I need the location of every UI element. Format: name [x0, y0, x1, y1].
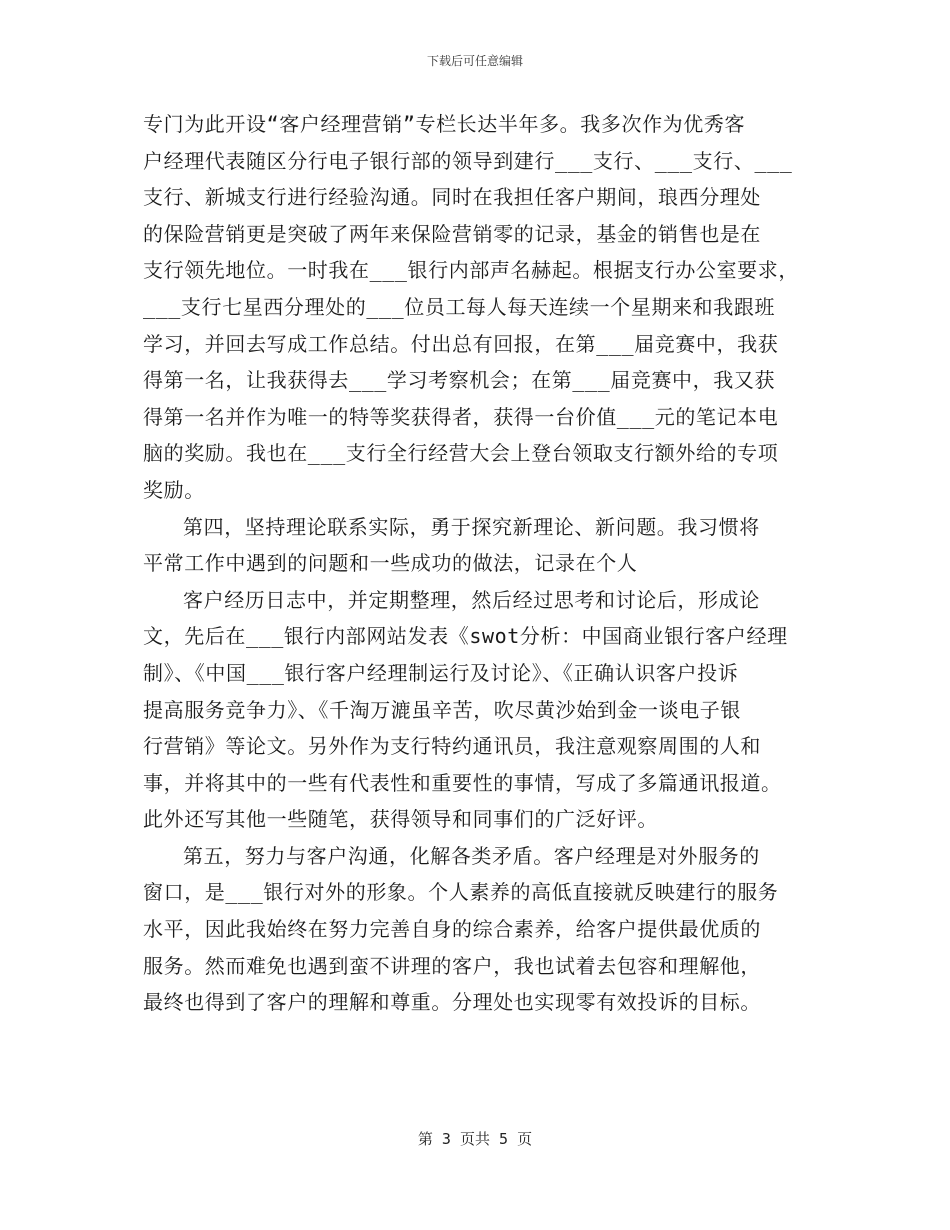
document-body	[143, 106, 813, 1021]
text-line: 奖励。	[143, 477, 205, 502]
page-header: 下载后可任意编辑	[426, 54, 523, 68]
text-line: 制》、《中国___银行客户经理制运行及讨论》、《正确认识客户投诉	[143, 660, 739, 685]
text-line: 最终也得到了客户的理解和尊重。分理处也实现零有效投诉的目标。	[143, 990, 761, 1015]
text-line: 水平，因此我始终在努力完善自身的综合素养，给客户提供最优质的	[143, 917, 761, 942]
text-line: 的保险营销更是突破了两年来保险营销零的记录，基金的销售也是在	[143, 221, 761, 246]
text-line: 户经理代表随区分行电子银行部的领导到建行___支行、___支行、___	[143, 148, 793, 173]
text-line: 事，并将其中的一些有代表性和重要性的事情，写成了多篇通讯报道。	[143, 770, 782, 795]
text-line: 平常工作中遇到的问题和一些成功的做法，记录在个人	[143, 551, 638, 576]
text-line: ___支行七星西分理处的___位员工每人每天连续一个星期来和我跟班	[143, 294, 776, 319]
paragraph-first-line: 客户经历日志中，并定期整理，然后经过思考和讨论后，形成论	[183, 587, 760, 612]
text-line: 支行领先地位。一时我在___银行内部声名赫起。根据支行办公室要求，	[143, 258, 799, 283]
text-line: 得第一名，让我获得去___学习考察机会；在第___届竞赛中，我又获	[143, 368, 776, 393]
text-line: 专门为此开设“客户经理营销”专栏长达半年多。我多次作为优秀客	[143, 112, 746, 136]
text-line: 提高服务竞争力》、《千淘万漉虽辛苦，吹尽黄沙始到金一谈电子银	[143, 697, 741, 722]
paragraph-first-line: 第四，坚持理论联系实际，勇于探究新理论、新问题。我习惯将	[183, 514, 760, 539]
text-line: 得第一名并作为唯一的特等奖获得者，获得一台价值___元的笔记本电	[143, 404, 779, 429]
text-line: 学习，并回去写成工作总结。付出总有回报，在第___届竞赛中，我获	[143, 331, 779, 356]
text-line: 支行、新城支行进行经验沟通。同时在我担任客户期间，琅西分理处	[143, 185, 761, 210]
text-line: 脑的奖励。我也在___支行全行经营大会上登台领取支行额外给的专项	[143, 441, 779, 466]
text-line: 服务。然而难免也遇到蛮不讲理的客户，我也试着去包容和理解他，	[143, 953, 761, 978]
paragraph-first-line: 第五，努力与客户沟通，化解各类矛盾。客户经理是对外服务的	[183, 843, 760, 868]
page-number: 第 3 页共 5 页	[417, 1130, 533, 1148]
text-line: 行营销》等论文。另外作为支行特约通讯员，我注意观察周围的人和	[143, 734, 761, 759]
text-line: 此外还写其他一些随笔，获得领导和同事们的广泛好评。	[143, 807, 658, 832]
text-line: 文，先后在___银行内部网站发表《swot分析：中国商业银行客户经理	[143, 624, 788, 649]
text-line: 窗口，是___银行对外的形象。个人素养的高低直接就反映建行的服务	[143, 880, 779, 905]
